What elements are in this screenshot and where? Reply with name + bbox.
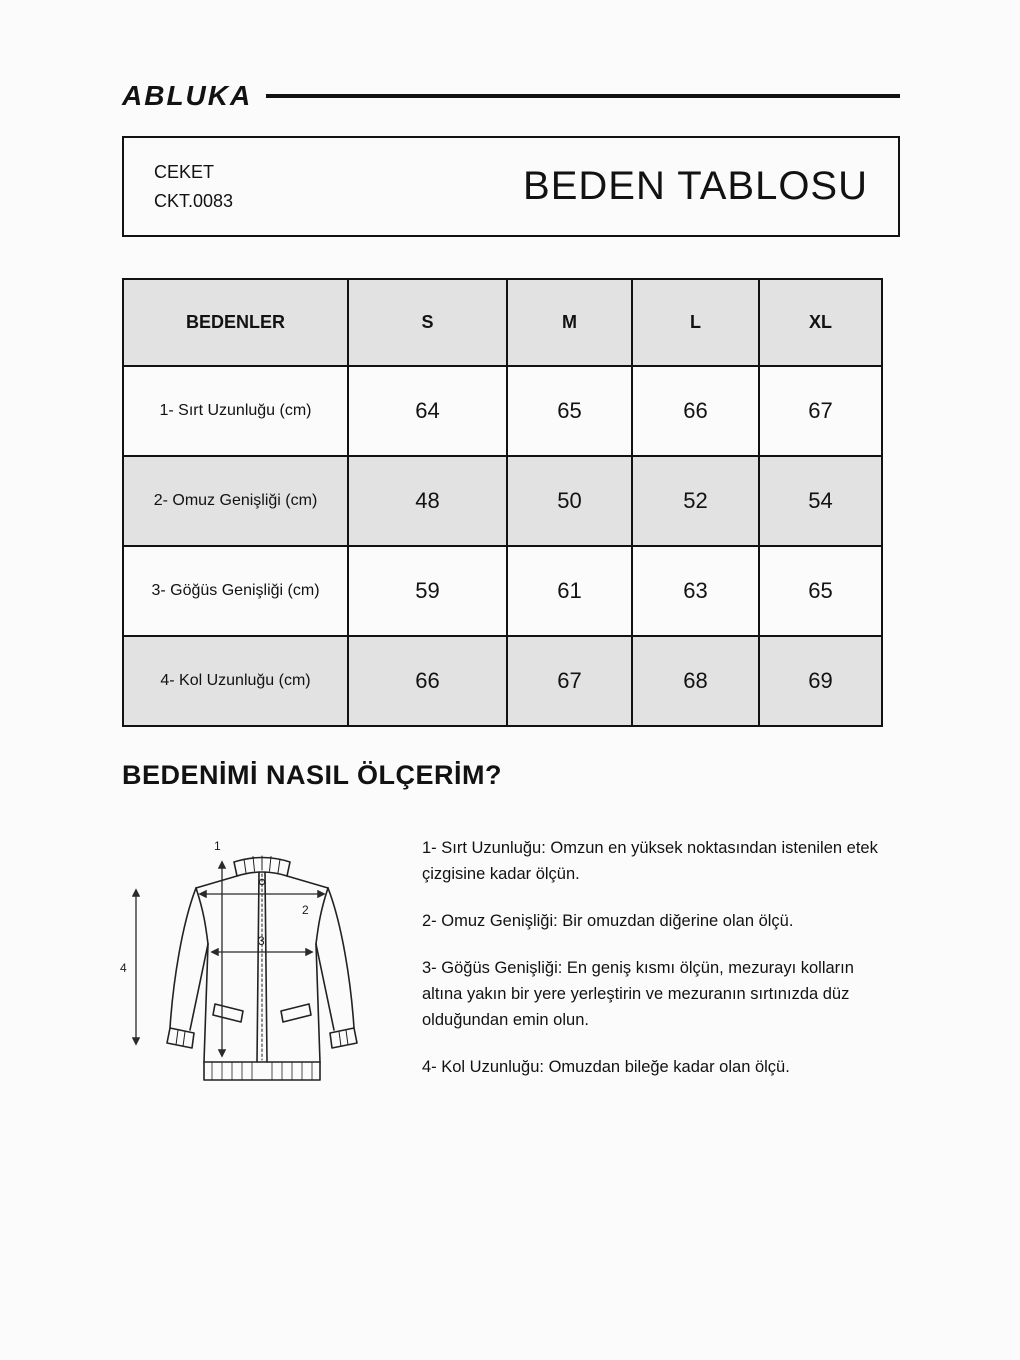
column-header-s: S [348,279,507,366]
product-code-label: CKT.0083 [154,190,234,211]
column-header-bedenler: BEDENLER [123,279,348,366]
cell-value: 50 [507,456,632,546]
cell-value: 67 [759,366,882,456]
instruction-sleeve-length: 4- Kol Uzunluğu: Omuzdan bileğe kadar olan ölçü. [422,1058,790,1076]
cell-value: 63 [632,546,759,636]
cell-value: 48 [348,456,507,546]
table-row-shoulder-width [123,456,882,546]
cell-value: 68 [632,636,759,726]
table-row-chest-width [123,546,882,636]
measurement-arrows [136,862,324,1056]
product-type-label: CEKET [154,161,215,182]
column-header-m: M [507,279,632,366]
cell-value: 61 [507,546,632,636]
cell-value: 66 [348,636,507,726]
brand-logo: ABLUKA [122,80,253,111]
diagram-label-sleeve-length: 4 [120,961,127,975]
table-row-sleeve-length [123,636,882,726]
row-label: 2- Omuz Genişliği (cm) [123,456,348,546]
cell-value: 65 [507,366,632,456]
row-label: 4- Kol Uzunluğu (cm) [123,636,348,726]
measure-section-heading: BEDENİMİ NASIL ÖLÇERİM? [122,760,503,790]
row-label: 3- Göğüs Genişliği (cm) [123,546,348,636]
product-info [124,158,364,216]
cell-value: 52 [632,456,759,546]
row-label: 1- Sırt Uzunluğu (cm) [123,366,348,456]
measurement-instructions [422,835,890,1101]
jacket-outline [167,856,357,1080]
size-table-header-row [123,279,882,366]
diagram-label-chest-width: 3 [258,934,265,948]
instruction-chest-width: 3- Göğüs Genişliği: En geniş kısmı ölçün, mezurayı kolların altına yakın bir yere yerleştirin ve mezuranın sırtınızda düz olduğundan emin olun. [422,959,854,1029]
cell-value: 65 [759,546,882,636]
cell-value: 69 [759,636,882,726]
instruction-back-length: 1- Sırt Uzunluğu: Omzun en yüksek noktasından istenilen etek çizgisine kadar ölçün. [422,839,878,883]
cell-value: 59 [348,546,507,636]
cell-value: 64 [348,366,507,456]
size-table [122,278,883,727]
column-header-xl: XL [759,279,882,366]
diagram-label-shoulder-width: 2 [302,903,309,917]
brand-header [122,80,900,112]
table-row-back-length [123,366,882,456]
jacket-line-drawing-svg [112,832,412,1112]
diagram-label-back-length: 1 [214,839,221,853]
cell-value: 54 [759,456,882,546]
column-header-l: L [632,279,759,366]
cell-value: 66 [632,366,759,456]
cell-value: 67 [507,636,632,726]
page-title: BEDEN TABLOSU [523,164,868,208]
title-box [122,136,900,237]
instruction-shoulder-width: 2- Omuz Genişliği: Bir omuzdan diğerine olan ölçü. [422,912,794,930]
header-divider-line [266,94,900,98]
jacket-measurement-diagram [112,832,412,1112]
